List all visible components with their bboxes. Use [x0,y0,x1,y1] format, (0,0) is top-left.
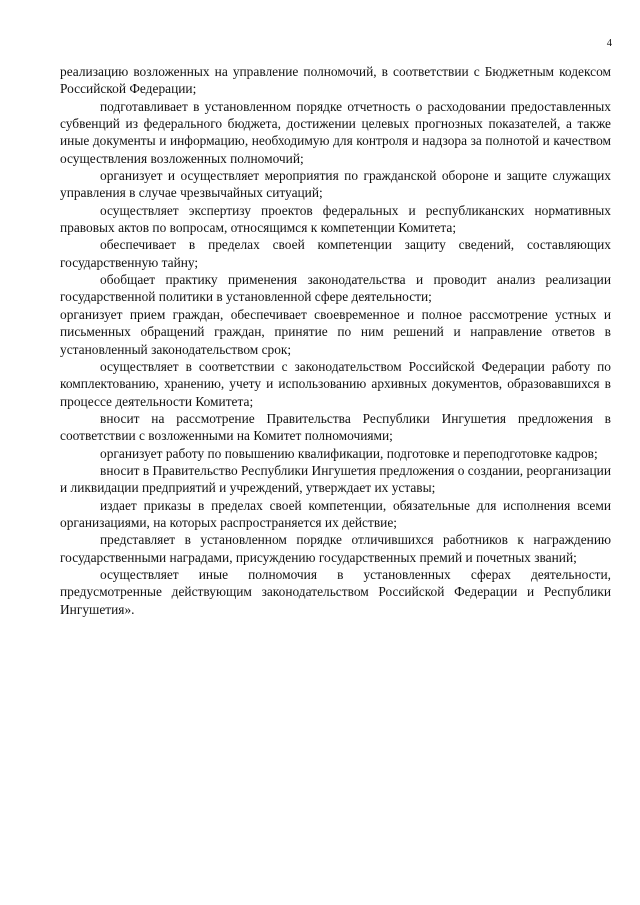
paragraph: вносит на рассмотрение Правительства Республики Ингушетия предложения в соответствии с возложенными на Комитет полномочиями; [60,410,611,444]
paragraph: организует прием граждан, обеспечивает своевременное и полное рассмотрение устных и письменных обращений граждан, принятие по ним решений и направление ответов в установленный законодательством срок; [60,306,611,357]
paragraph: осуществляет экспертизу проектов федеральных и республиканских нормативных правовых актов по вопросам, относящимся к компетенции Комитета; [60,202,611,236]
paragraph: обобщает практику применения законодательства и проводит анализ реализации государственной политики в установленной сфере деятельности; [60,272,611,305]
paragraph: осуществляет в соответствии с законодательством Российской Федерации работу по комплектованию, хранению, учету и использованию архивных документов, образовавшихся в процессе деятельности Комитета; [60,358,611,409]
body-text [60,63,611,618]
paragraph: реализацию возложенных на управление полномочий, в соответствии с Бюджетным кодексом Российской Федерации; [60,64,611,97]
paragraph: подготавливает в установленном порядке отчетность о расходовании предоставленных субвенций из федерального бюджета, достижении целевых прогнозных показателей, а также иные документы и информацию, необходимую для контроля и надзора за полнотой и качеством осуществления возложенных полномочий; [60,98,611,166]
page-number: 4 [606,38,612,49]
paragraph: представляет в установленном порядке отличившихся работников к награждению государственными наградами, присуждению государственных премий и почетных званий; [60,532,611,565]
paragraph: организует работу по повышению квалификации, подготовке и переподготовке кадров; [100,445,598,461]
paragraph: обеспечивает в пределах своей компетенции защиту сведений, составляющих государственную тайну; [60,237,611,270]
paragraph: организует и осуществляет мероприятия по гражданской обороне и защите служащих управления в случае чрезвычайных ситуаций; [60,168,611,201]
paragraph: издает приказы в пределах своей компетенции, обязательные для исполнения всеми организациями, на которых распространяется их действие; [60,497,611,530]
paragraph: вносит в Правительство Республики Ингушетия предложения о создании, реорганизации и ликвидации предприятий и учреждений, утверждает их уставы; [60,462,611,496]
paragraph: осуществляет иные полномочия в установленных сферах деятельности, предусмотренные действующим законодательством Российской Федерации и Республики Ингушетия». [60,566,611,617]
